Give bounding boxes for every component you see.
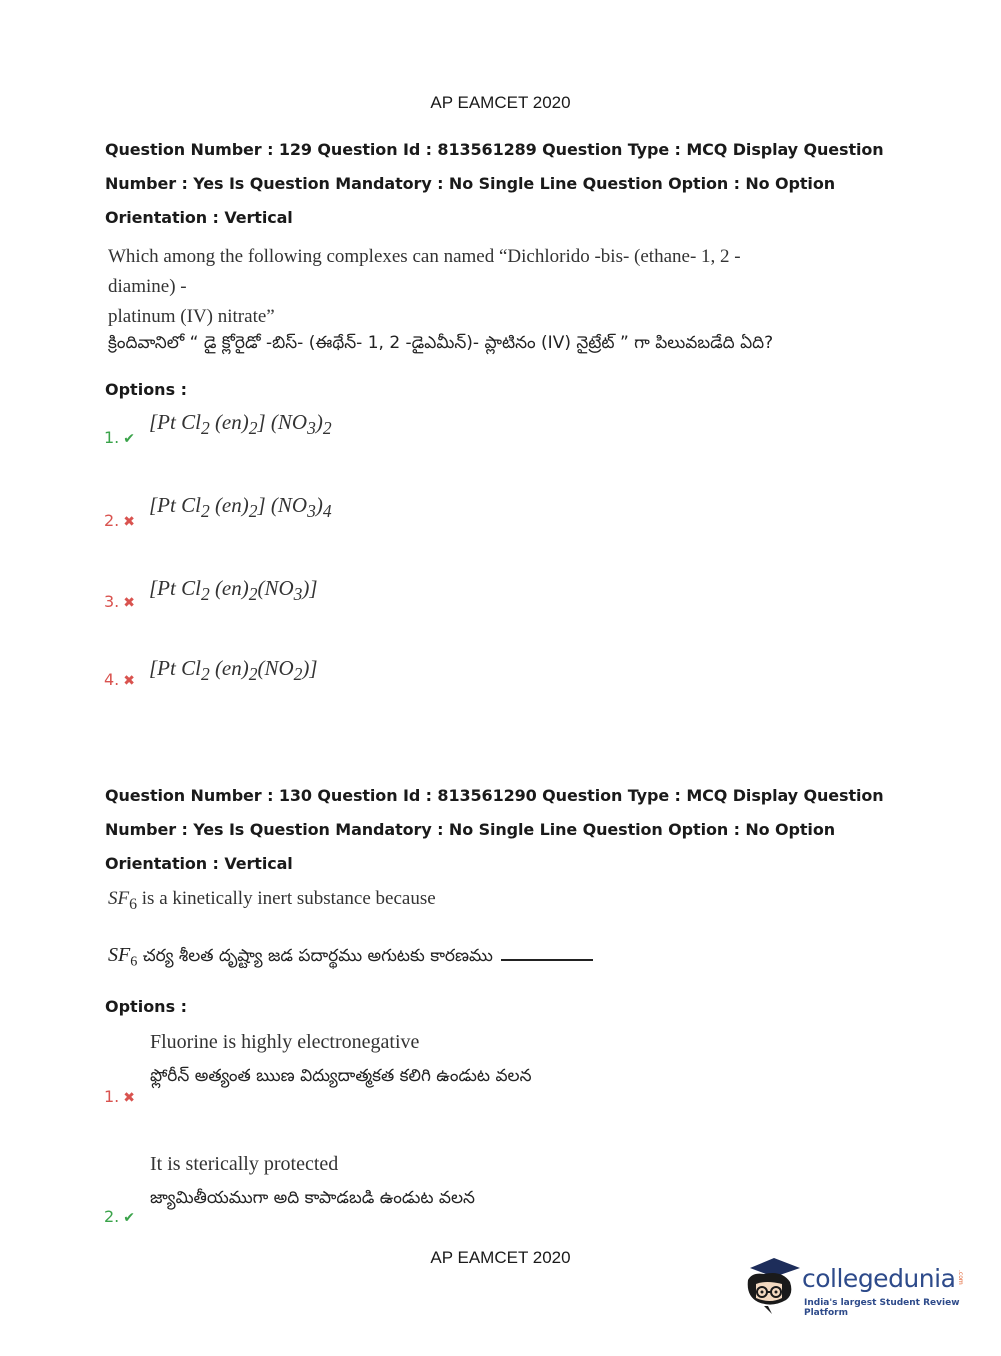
meta-line: Orientation : Vertical [105, 208, 293, 227]
option-1-formula[interactable]: [Pt $Cl_2$ $(en)_2$] $(NO_3)_2$ [149, 410, 332, 439]
meta-line: Number : Yes Is Question Mandatory : No Single Line Question Option : No Option [105, 174, 835, 193]
option-2-text-te[interactable]: జ్యామితీయముగా అది కాపాడబడి ఉండుట వలన [150, 1188, 475, 1208]
meta-line: Orientation : Vertical [105, 854, 293, 873]
answer-blank [501, 959, 593, 961]
page-header: AP EAMCET 2020 [430, 93, 571, 112]
question-130-meta [105, 779, 885, 881]
option-3-formula[interactable]: [Pt $Cl_2$ $(en)_2(NO_3)$] [149, 576, 318, 605]
option-2-formula[interactable]: [Pt $Cl_2$ $(en)_2$] $(NO_3)_4$ [149, 493, 332, 522]
check-icon: ✔ [123, 1210, 135, 1226]
cross-icon: ✖ [123, 673, 135, 689]
logo-com-text: .com [957, 1270, 964, 1285]
option-1-number: 1. ✔ [104, 428, 135, 447]
cross-icon: ✖ [123, 1090, 135, 1106]
question-129-meta [105, 133, 885, 235]
meta-line: Question Number : 129 Question Id : 813561289 Question Type : MCQ Display Question [105, 140, 884, 159]
option-1-text-te[interactable]: ఫ్లోరీన్ అత్యంత ఋణ విద్యుదాత్మకత కలిగి ఉండుట వలన [150, 1066, 532, 1086]
question-text-line: Which among the following complexes can named “Dichlorido -bis- (ethane- 1, 2 -diamine) - [108, 246, 741, 297]
mascot-icon [742, 1250, 804, 1316]
page-footer: AP EAMCET 2020 [430, 1248, 571, 1267]
cross-icon: ✖ [123, 595, 135, 611]
option-2-number: 2. ✔ [104, 1207, 135, 1226]
option-1-text-en[interactable]: Fluorine is highly electronegative [150, 1031, 420, 1053]
option-4-number: 4. ✖ [104, 670, 135, 689]
question-130-text-te: $SF_6$ చర్య శీలత దృష్ట్యా జడ పదార్థము అగుటకు కారణము [108, 944, 808, 970]
cross-icon: ✖ [123, 514, 135, 530]
option-1-number: 1. ✖ [104, 1087, 135, 1106]
question-129-text-te: క్రిందివానిలో “ డై క్లోరైడో -బిస్- (ఈథేన్- 1, 2 -డైఎమీన్)- ప్లాటినం (IV) నైట్రేట్ ” గా పిలువబడేది ఏది? [108, 333, 774, 353]
logo-brand-text: collegedunia [802, 1264, 956, 1293]
check-icon: ✔ [123, 431, 135, 447]
collegedunia-logo[interactable] [742, 1250, 972, 1320]
option-3-number: 3. ✖ [104, 592, 135, 611]
question-130-text-en: $SF_6$ is a kinetically inert substance because [108, 888, 436, 913]
options-label: Options : [105, 997, 188, 1016]
option-4-formula[interactable]: [Pt $Cl_2$ $(en)_2(NO_2)$] [149, 656, 318, 685]
meta-line: Question Number : 130 Question Id : 813561290 Question Type : MCQ Display Question [105, 786, 884, 805]
meta-line: Number : Yes Is Question Mandatory : No Single Line Question Option : No Option [105, 820, 835, 839]
option-2-number: 2. ✖ [104, 511, 135, 530]
question-129-text-en [108, 242, 768, 332]
logo-tagline: India's largest Student Review Platform [804, 1298, 960, 1318]
options-label: Options : [105, 380, 188, 399]
question-text-line: platinum (IV) nitrate” [108, 306, 275, 327]
option-2-text-en[interactable]: It is sterically protected [150, 1153, 339, 1175]
